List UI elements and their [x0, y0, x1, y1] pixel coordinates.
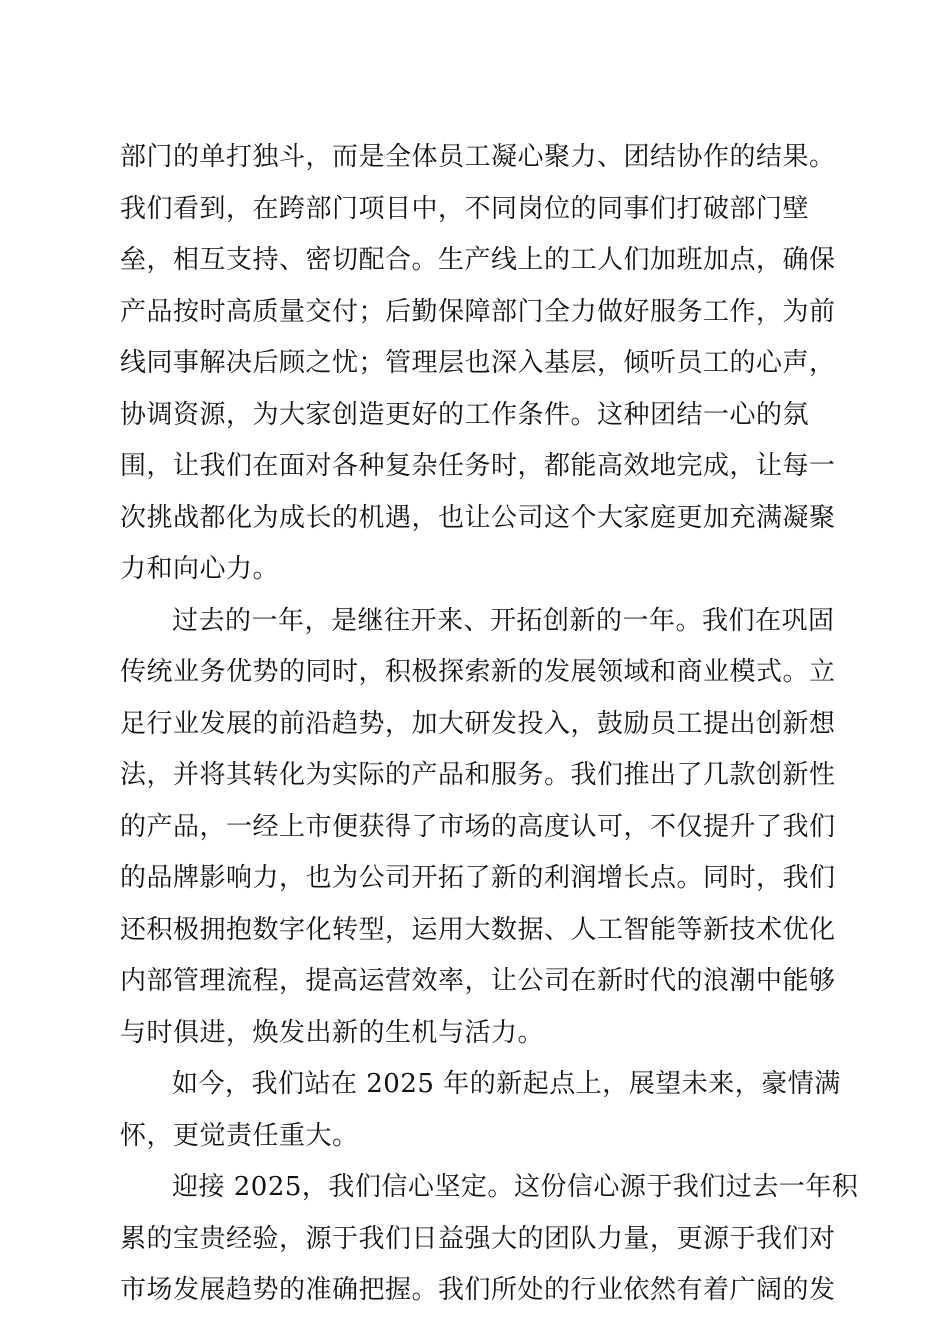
paragraph-3 — [120, 1059, 841, 1162]
text-line: 力和向心力。 — [120, 554, 280, 584]
paragraph-1 — [120, 132, 836, 596]
text-line: 内部管理流程，提高运营效率，让公司在新时代的浪潮中能够 — [120, 966, 836, 996]
text-line: 的品牌影响力，也为公司开拓了新的利润增长点。同时，我们 — [120, 863, 836, 893]
document-body — [120, 132, 859, 1317]
text-line: 与时俱进，焕发出新的生机与活力。 — [120, 1017, 545, 1048]
text-line: 围，让我们在面对各种复杂任务时，都能高效地完成，让每一 — [120, 451, 836, 481]
text-line: 产品按时高质量交付；后勤保障部门全力做好服务工作，为前 — [120, 296, 836, 327]
text-line: 过去的一年，是继往开来、开拓创新的一年。我们在巩固 — [172, 605, 835, 636]
text-line: 足行业发展的前沿趋势，加大研发投入，鼓励员工提出创新想 — [120, 708, 836, 739]
text-line: 法，并将其转化为实际的产品和服务。我们推出了几款创新性 — [120, 760, 836, 790]
text-line: 线同事解决后顾之忧；管理层也深入基层，倾听员工的心声， — [120, 348, 836, 378]
paragraph-2 — [120, 596, 836, 1060]
text-line: 迎接 2025，我们信心坚定。这份信心源于我们过去一年积 — [172, 1172, 859, 1202]
text-line: 垒，相互支持、密切配合。生产线上的工人们加班加点，确保 — [120, 245, 836, 275]
text-line: 市场发展趋势的准确把握。我们所处的行业依然有着广阔的发 — [120, 1275, 836, 1305]
text-line: 部门的单打独斗，而是全体员工凝心聚力、团结协作的结果。 — [120, 142, 836, 172]
paragraph-4 — [120, 1162, 859, 1317]
text-line: 的产品，一经上市便获得了市场的高度认可，不仅提升了我们 — [120, 811, 836, 842]
text-line: 我们看到，在跨部门项目中，不同岗位的同事们打破部门壁 — [120, 193, 810, 224]
text-line: 传统业务优势的同时，积极探索新的发展领域和商业模式。立 — [120, 657, 836, 687]
text-line: 还积极拥抱数字化转型，运用大数据、人工智能等新技术优化 — [120, 914, 836, 945]
text-line: 次挑战都化为成长的机遇，也让公司这个大家庭更加充满凝聚 — [120, 502, 836, 533]
text-line: 累的宝贵经验，源于我们日益强大的团队力量，更源于我们对 — [120, 1223, 836, 1254]
text-line: 协调资源，为大家创造更好的工作条件。这种团结一心的氛 — [120, 399, 810, 430]
text-line: 怀，更觉责任重大。 — [120, 1120, 359, 1151]
text-line: 如今，我们站在 2025 年的新起点上，展望未来，豪情满 — [172, 1069, 841, 1099]
